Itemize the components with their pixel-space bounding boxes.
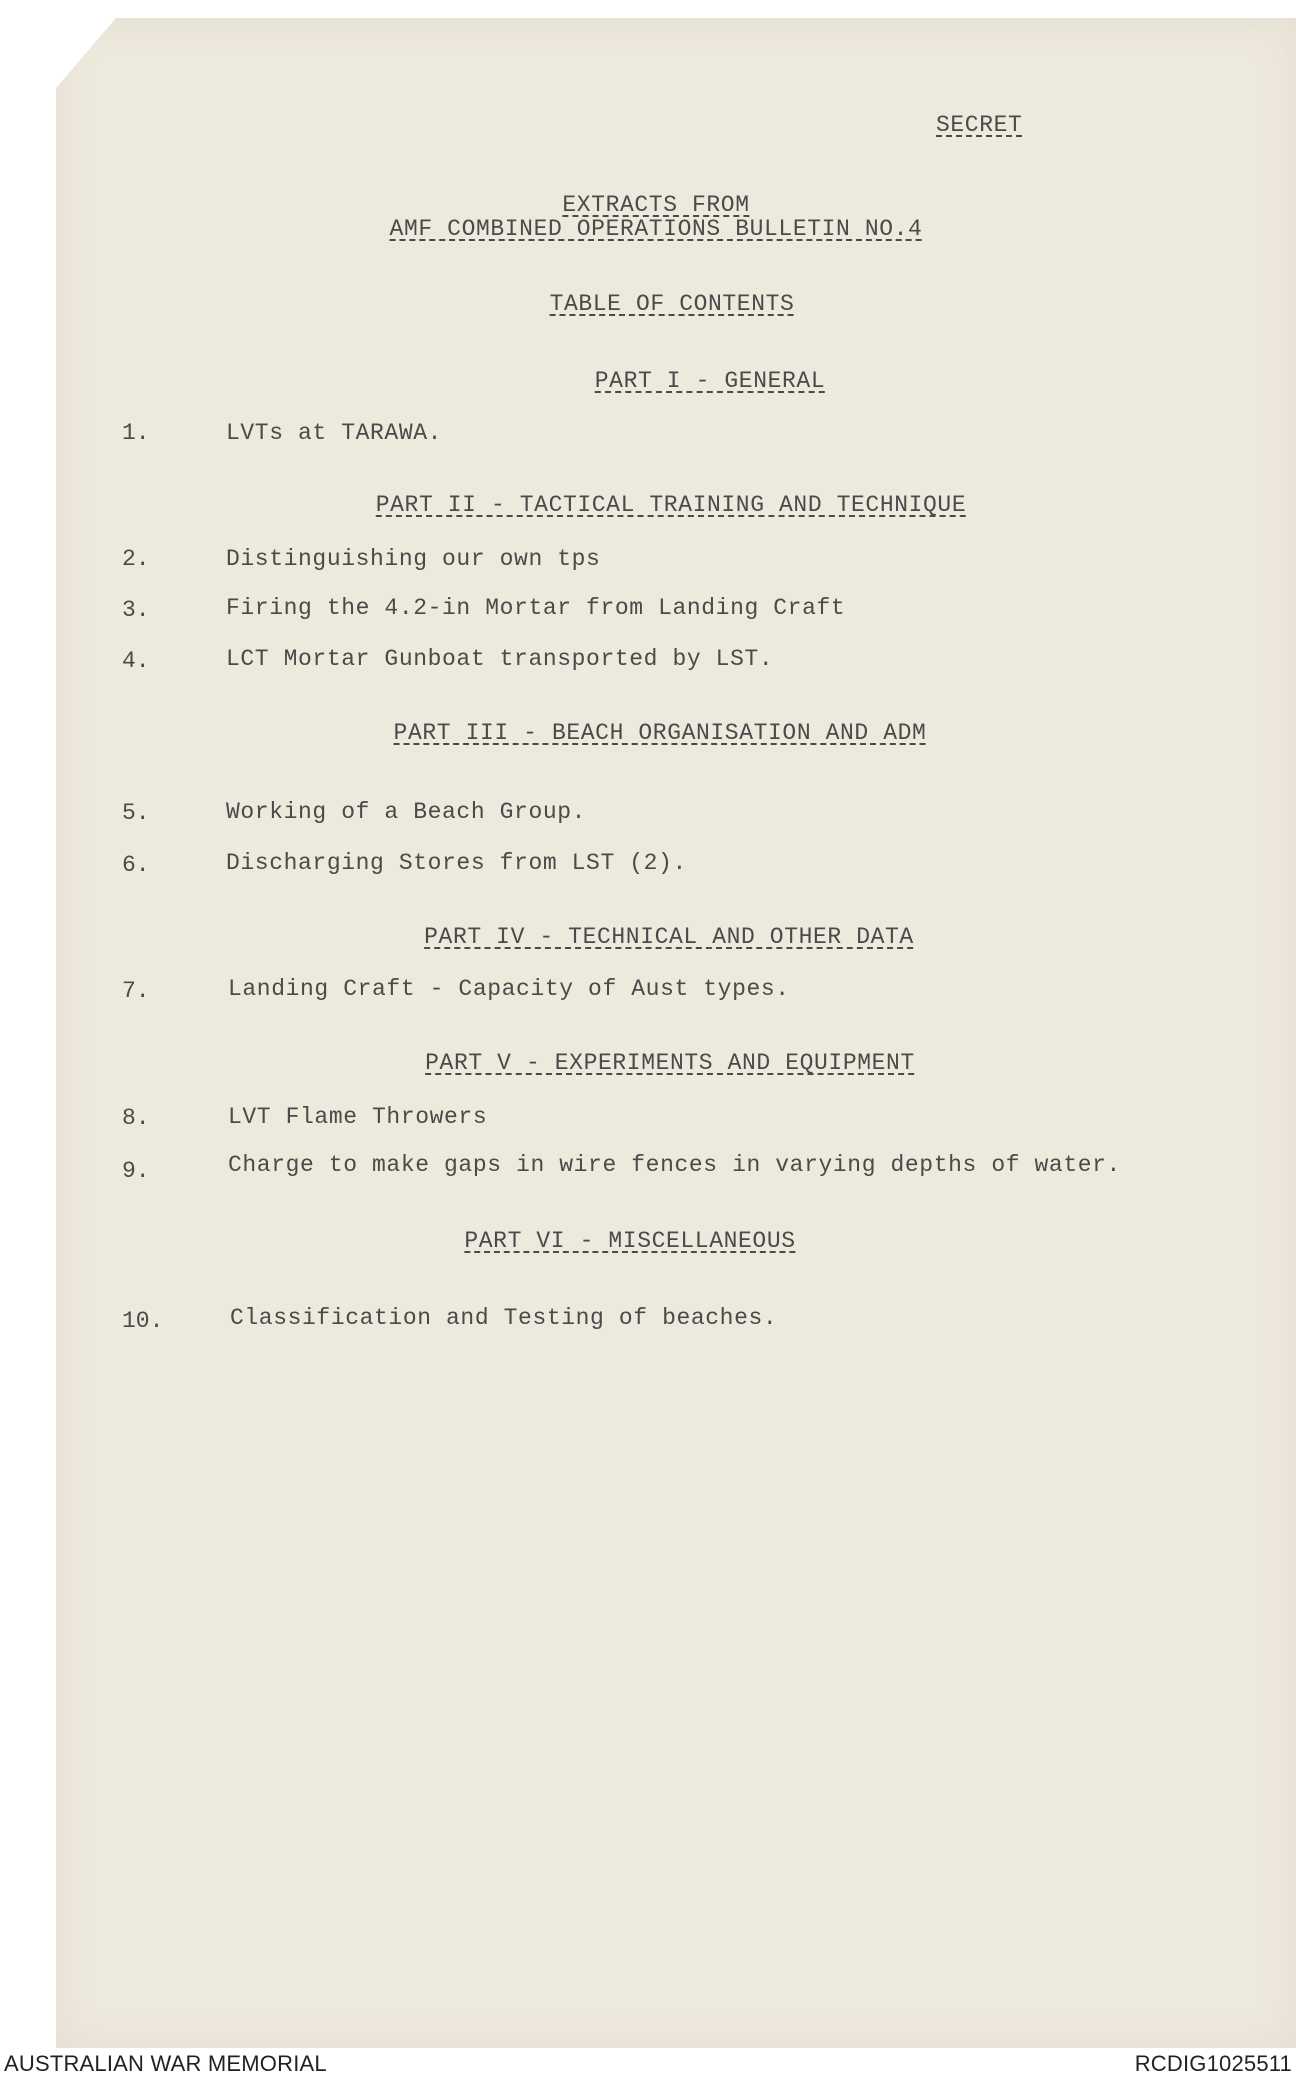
item-number: 9.: [122, 1158, 150, 1184]
toc-heading: TABLE OF CONTENTS: [549, 291, 795, 317]
footer-record-id: RCDIG1025511: [1134, 2051, 1292, 2076]
folded-corner: [56, 18, 116, 88]
toc-item: Classification and Testing of beaches.: [230, 1305, 778, 1331]
item-number: 8.: [122, 1105, 150, 1131]
part-heading: PART II - TACTICAL TRAINING AND TECHNIQUE: [375, 492, 967, 518]
toc-item: Charge to make gaps in wire fences in varying depths of water.: [228, 1152, 1121, 1178]
item-number: 4.: [122, 648, 150, 674]
classification-marking: SECRET: [936, 112, 1023, 138]
toc-item: LVTs at TARAWA.: [226, 420, 443, 446]
toc-item: Firing the 4.2-in Mortar from Landing Craft: [226, 595, 846, 621]
item-number: 1.: [122, 420, 150, 446]
part-heading: PART V - EXPERIMENTS AND EQUIPMENT: [425, 1050, 915, 1076]
toc-item: LCT Mortar Gunboat transported by LST.: [226, 646, 774, 672]
toc-item: Discharging Stores from LST (2).: [226, 850, 687, 876]
item-number: 7.: [122, 978, 150, 1004]
toc-item: LVT Flame Throwers: [228, 1104, 488, 1130]
item-number: 2.: [122, 546, 150, 572]
part-heading: PART I - GENERAL: [594, 368, 826, 394]
part-heading: PART IV - TECHNICAL AND OTHER DATA: [424, 924, 914, 950]
item-number: 10.: [122, 1308, 164, 1334]
part-heading: PART VI - MISCELLANEOUS: [464, 1228, 796, 1254]
document-title-line2: AMF COMBINED OPERATIONS BULLETIN NO.4: [389, 216, 923, 242]
footer-archive-name: AUSTRALIAN WAR MEMORIAL: [4, 2051, 327, 2076]
item-number: 6.: [122, 852, 150, 878]
toc-item: Working of a Beach Group.: [226, 799, 587, 825]
item-number: 5.: [122, 800, 150, 826]
document-page: [56, 18, 1296, 2048]
part-heading: PART III - BEACH ORGANISATION AND ADM: [393, 720, 927, 746]
toc-item: Distinguishing our own tps: [226, 546, 601, 572]
document-title-line1: EXTRACTS FROM: [562, 192, 750, 218]
item-number: 3.: [122, 597, 150, 623]
toc-item: Landing Craft - Capacity of Aust types.: [228, 976, 790, 1002]
